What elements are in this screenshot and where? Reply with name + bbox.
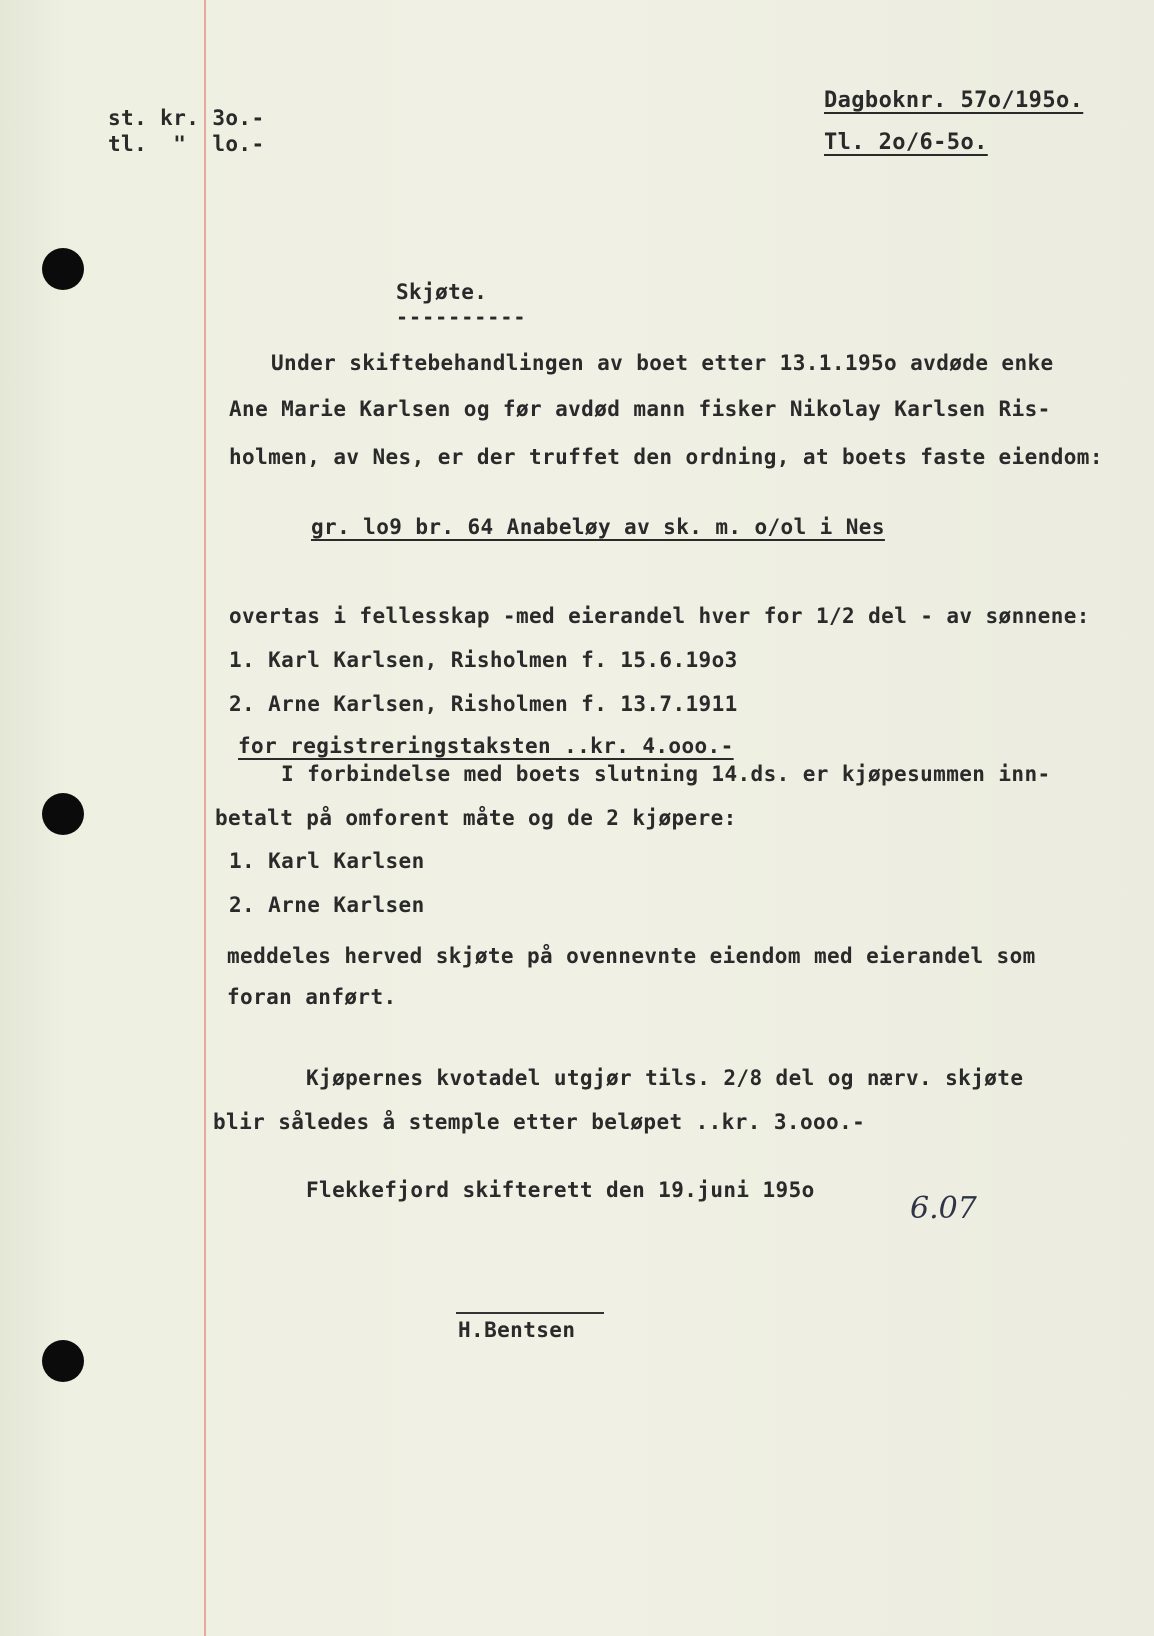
quota-line-1: Kjøpernes kvotadel utgjør tils. 2/8 del og nærv. skjøte (306, 1066, 1024, 1090)
quota-line-2: blir således å stemple etter beløpet ..kr. 3.ooo.- (213, 1110, 866, 1134)
dagboknr: Dagboknr. 57o/195o. (824, 88, 1084, 113)
red-margin-line (204, 0, 206, 1636)
punch-hole-bottom (42, 1340, 84, 1382)
punch-hole-middle (42, 793, 84, 835)
registry-date: Tl. 2o/6-5o. (824, 130, 988, 155)
payment-line-1: I forbindelse med boets slutning 14.ds. er kjøpesummen inn- (281, 762, 1051, 786)
fee-line-2: tl. " lo.- (108, 132, 265, 156)
document-title: Skjøte. (396, 280, 488, 304)
valuation-line: for registreringstaksten ..kr. 4.ooo.- (238, 734, 734, 758)
buyer-2: 2. Arne Karlsen (229, 893, 425, 917)
title-underline: ---------- (396, 305, 527, 329)
son-1: 1. Karl Karlsen, Risholmen f. 15.6.19o3 (229, 648, 738, 672)
handwritten-note: 6.07 (910, 1191, 977, 1226)
son-2: 2. Arne Karlsen, Risholmen f. 13.7.1911 (229, 692, 738, 716)
place-date: Flekkefjord skifterett den 19.juni 195o (306, 1178, 815, 1202)
takeover-line: overtas i fellesskap -med eierandel hver for 1/2 del - av sønnene: (229, 604, 1090, 628)
buyer-1: 1. Karl Karlsen (229, 849, 425, 873)
punch-hole-top (42, 248, 84, 290)
property-description: gr. lo9 br. 64 Anabeløy av sk. m. o/ol i Nes (311, 515, 885, 539)
signatory-name: H.Bentsen (458, 1318, 576, 1342)
fee-line-1: st. kr. 3o.- (108, 106, 265, 130)
intro-line-2: Ane Marie Karlsen og før avdød mann fisker Nikolay Karlsen Ris- (229, 397, 1051, 421)
signature-rule (456, 1312, 604, 1314)
grant-line-2: foran anført. (227, 985, 397, 1009)
grant-line-1: meddeles herved skjøte på ovennevnte eiendom med eierandel som (227, 944, 1036, 968)
payment-line-2: betalt på omforent måte og de 2 kjøpere: (215, 806, 737, 830)
intro-line-3: holmen, av Nes, er der truffet den ordning, at boets faste eiendom: (229, 445, 1103, 469)
intro-line-1: Under skiftebehandlingen av boet etter 13.1.195o avdøde enke (271, 351, 1054, 375)
